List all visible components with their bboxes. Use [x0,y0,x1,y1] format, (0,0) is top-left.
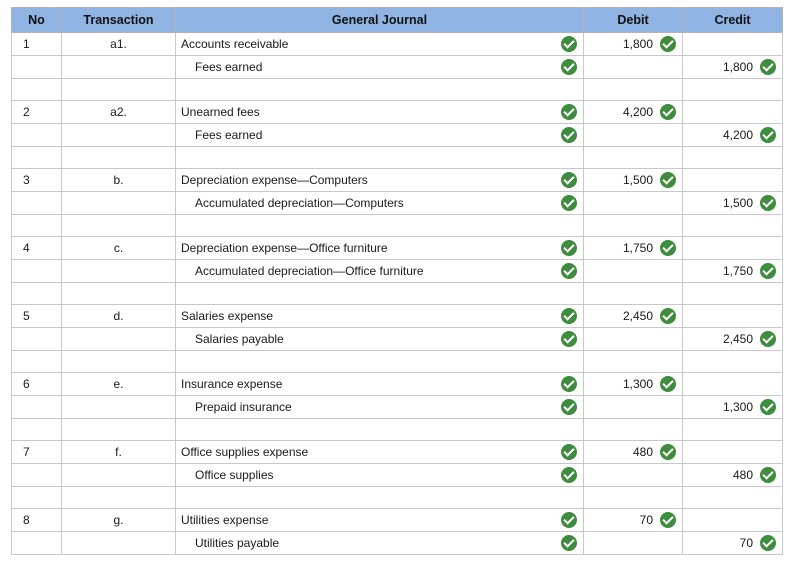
header-no: No [12,8,62,33]
entry-number-text: 2 [23,105,30,119]
credit-amount-input-text: 4,200 [722,128,753,142]
journal-credit-row [12,192,783,215]
entry-number-text: 8 [23,513,30,527]
account-select-empty[interactable] [176,419,584,441]
journal-credit-row [12,532,783,555]
check-circle-icon [561,399,577,415]
check-circle-icon [561,467,577,483]
debit-amount-input[interactable] [584,260,683,283]
credit-amount-input-text: 1,750 [722,264,753,278]
debit-amount-input[interactable] [584,373,683,396]
header-credit: Credit [683,8,783,33]
credit-amount-input[interactable] [683,441,783,464]
credit-amount-input[interactable] [683,56,783,79]
debit-amount-input-text: 1,750 [622,241,653,255]
journal-credit-row [12,124,783,147]
entry-number-empty [12,215,62,237]
transaction-label [62,509,176,532]
credit-amount-input-text: 70 [739,536,753,550]
transaction-label-text: b. [113,173,124,187]
credit-amount-input[interactable] [683,532,783,555]
transaction-label-text: a2. [110,105,127,119]
credit-account-select-text: Fees earned [195,128,263,142]
credit-account-select[interactable] [176,192,584,215]
transaction-label-empty [62,124,176,147]
debit-account-select[interactable] [176,101,584,124]
transaction-label-empty [62,79,176,101]
transaction-label-empty [62,215,176,237]
check-circle-icon [660,444,676,460]
journal-blank-row [12,283,783,305]
journal-credit-row [12,56,783,79]
account-select-empty[interactable] [176,215,584,237]
entry-number [12,441,62,464]
check-circle-icon [660,240,676,256]
transaction-label-empty [62,192,176,215]
entry-number [12,101,62,124]
credit-account-select[interactable] [176,328,584,351]
entry-number-empty [12,464,62,487]
check-circle-icon [561,104,577,120]
credit-account-select[interactable] [176,532,584,555]
debit-amount-input-text: 2,450 [622,309,653,323]
credit-amount-input[interactable] [683,101,783,124]
journal-debit-row [12,169,783,192]
transaction-label-empty [62,147,176,169]
entry-number [12,237,62,260]
journal-blank-row [12,215,783,237]
entry-number-empty [12,192,62,215]
header-transaction: Transaction [62,8,176,33]
check-circle-icon [760,263,776,279]
account-select-empty[interactable] [176,487,584,509]
account-select-empty[interactable] [176,79,584,101]
debit-account-select[interactable] [176,441,584,464]
journal-debit-row [12,441,783,464]
transaction-label-empty [62,419,176,441]
entry-number-empty [12,487,62,509]
journal-blank-row [12,79,783,101]
journal-blank-row [12,147,783,169]
debit-amount-input[interactable] [584,509,683,532]
transaction-label [62,101,176,124]
transaction-label-text: d. [113,309,124,323]
debit-amount-input[interactable] [584,396,683,419]
debit-account-select[interactable] [176,305,584,328]
debit-amount-input[interactable] [584,237,683,260]
credit-amount-input[interactable] [683,33,783,56]
debit-amount-input[interactable] [584,169,683,192]
debit-account-select-text: Insurance expense [181,377,283,391]
journal-debit-row [12,373,783,396]
credit-account-select-text: Accumulated depreciation—Computers [195,196,404,210]
credit-amount-input[interactable] [683,305,783,328]
credit-account-select-text: Salaries payable [195,332,284,346]
check-circle-icon [760,195,776,211]
debit-amount-input-text: 70 [639,513,653,527]
journal-credit-row [12,464,783,487]
journal-debit-row [12,101,783,124]
check-circle-icon [760,535,776,551]
header-row [12,8,783,33]
check-circle-icon [561,376,577,392]
debit-amount-input[interactable] [584,419,683,441]
transaction-label-text: f. [115,445,122,459]
journal-debit-row [12,33,783,56]
check-circle-icon [561,36,577,52]
account-select-empty[interactable] [176,351,584,373]
check-circle-icon [660,36,676,52]
entry-number-text: 5 [23,309,30,323]
check-circle-icon [561,59,577,75]
credit-amount-input-text: 1,300 [722,400,753,414]
credit-amount-input-text: 2,450 [722,332,753,346]
account-select-empty[interactable] [176,283,584,305]
credit-amount-input[interactable] [683,509,783,532]
check-circle-icon [561,263,577,279]
transaction-label-empty [62,56,176,79]
credit-amount-input-text: 480 [732,468,753,482]
debit-amount-input-text: 4,200 [622,105,653,119]
transaction-label-empty [62,328,176,351]
transaction-label-empty [62,283,176,305]
journal-credit-row [12,396,783,419]
transaction-label-empty [62,396,176,419]
debit-amount-input[interactable] [584,79,683,101]
credit-amount-input[interactable] [683,147,783,169]
debit-account-select-text: Salaries expense [181,309,274,323]
check-circle-icon [760,127,776,143]
header-general-journal: General Journal [176,8,584,33]
entry-number [12,305,62,328]
entry-number-empty [12,147,62,169]
transaction-label [62,373,176,396]
transaction-label-empty [62,487,176,509]
entry-number-empty [12,79,62,101]
debit-account-select[interactable] [176,373,584,396]
credit-amount-input[interactable] [683,260,783,283]
journal-debit-row [12,237,783,260]
debit-amount-input-text: 480 [632,445,653,459]
credit-amount-input[interactable] [683,283,783,305]
entry-number-text: 7 [23,445,30,459]
transaction-label-empty [62,351,176,373]
check-circle-icon [660,308,676,324]
credit-account-select[interactable] [176,464,584,487]
transaction-label-text: g. [113,513,124,527]
journal-debit-row [12,305,783,328]
check-circle-icon [760,59,776,75]
credit-account-select[interactable] [176,56,584,79]
debit-amount-input[interactable] [584,215,683,237]
credit-amount-input-text: 1,800 [722,60,753,74]
debit-account-select-text: Depreciation expense—Computers [181,173,368,187]
transaction-label [62,169,176,192]
check-circle-icon [561,127,577,143]
debit-amount-input[interactable] [584,283,683,305]
entry-number-text: 4 [23,241,30,255]
transaction-label-text: a1. [110,37,127,51]
journal-blank-row [12,351,783,373]
credit-account-select[interactable] [176,260,584,283]
debit-amount-input[interactable] [584,441,683,464]
debit-account-select[interactable] [176,237,584,260]
credit-amount-input[interactable] [683,487,783,509]
transaction-label [62,305,176,328]
transaction-label [62,441,176,464]
entry-number [12,169,62,192]
credit-account-select[interactable] [176,396,584,419]
debit-amount-input[interactable] [584,101,683,124]
credit-amount-input[interactable] [683,396,783,419]
entry-number [12,373,62,396]
credit-amount-input[interactable] [683,169,783,192]
check-circle-icon [760,399,776,415]
journal-debit-row [12,509,783,532]
entry-number-text: 3 [23,173,30,187]
entry-number-empty [12,396,62,419]
debit-amount-input[interactable] [584,124,683,147]
check-circle-icon [660,104,676,120]
debit-amount-input[interactable] [584,33,683,56]
journal-blank-row [12,419,783,441]
transaction-label-empty [62,464,176,487]
check-circle-icon [561,172,577,188]
debit-account-select[interactable] [176,509,584,532]
debit-amount-input[interactable] [584,487,683,509]
entry-number-empty [12,260,62,283]
check-circle-icon [561,512,577,528]
credit-account-select[interactable] [176,124,584,147]
debit-amount-input[interactable] [584,147,683,169]
debit-account-select[interactable] [176,33,584,56]
entry-number-empty [12,283,62,305]
entry-number [12,33,62,56]
transaction-label-text: e. [113,377,124,391]
transaction-label [62,237,176,260]
credit-amount-input-text: 1,500 [722,196,753,210]
entry-number-empty [12,56,62,79]
check-circle-icon [760,331,776,347]
credit-amount-input[interactable] [683,192,783,215]
credit-amount-input[interactable] [683,124,783,147]
debit-account-select[interactable] [176,169,584,192]
entry-number-empty [12,328,62,351]
check-circle-icon [561,240,577,256]
entry-number-empty [12,351,62,373]
debit-amount-input[interactable] [584,192,683,215]
debit-amount-input[interactable] [584,351,683,373]
check-circle-icon [561,195,577,211]
credit-account-select-text: Utilities payable [195,536,280,550]
debit-account-select-text: Office supplies expense [181,445,309,459]
transaction-label-empty [62,532,176,555]
credit-account-select-text: Prepaid insurance [195,400,292,414]
debit-account-select-text: Utilities expense [181,513,269,527]
check-circle-icon [561,535,577,551]
credit-amount-input[interactable] [683,464,783,487]
credit-account-select-text: Fees earned [195,60,263,74]
entry-number-empty [12,532,62,555]
general-journal-table [11,7,783,555]
credit-amount-input[interactable] [683,419,783,441]
credit-amount-input[interactable] [683,328,783,351]
entry-number-empty [12,419,62,441]
credit-amount-input[interactable] [683,373,783,396]
credit-amount-input[interactable] [683,351,783,373]
entry-number-empty [12,124,62,147]
debit-account-select-text: Unearned fees [181,105,260,119]
debit-amount-input-text: 1,300 [622,377,653,391]
check-circle-icon [660,512,676,528]
credit-amount-input[interactable] [683,237,783,260]
journal-blank-row [12,487,783,509]
debit-amount-input[interactable] [584,305,683,328]
check-circle-icon [561,308,577,324]
entry-number-text: 1 [23,37,30,51]
transaction-label [62,33,176,56]
debit-amount-input[interactable] [584,532,683,555]
debit-amount-input[interactable] [584,328,683,351]
journal-credit-row [12,328,783,351]
entry-number [12,509,62,532]
debit-amount-input[interactable] [584,56,683,79]
transaction-label-empty [62,260,176,283]
credit-amount-input[interactable] [683,79,783,101]
check-circle-icon [660,172,676,188]
transaction-label-text: c. [113,241,124,255]
account-select-empty[interactable] [176,147,584,169]
check-circle-icon [660,376,676,392]
entry-number-text: 6 [23,377,30,391]
journal-credit-row [12,260,783,283]
debit-account-select-text: Depreciation expense—Office furniture [181,241,388,255]
debit-amount-input-text: 1,800 [622,37,653,51]
debit-amount-input[interactable] [584,464,683,487]
credit-amount-input[interactable] [683,215,783,237]
header-debit: Debit [584,8,683,33]
debit-amount-input-text: 1,500 [622,173,653,187]
check-circle-icon [561,331,577,347]
check-circle-icon [760,467,776,483]
credit-account-select-text: Office supplies [195,468,274,482]
credit-account-select-text: Accumulated depreciation—Office furniture [195,264,424,278]
debit-account-select-text: Accounts receivable [181,37,289,51]
check-circle-icon [561,444,577,460]
